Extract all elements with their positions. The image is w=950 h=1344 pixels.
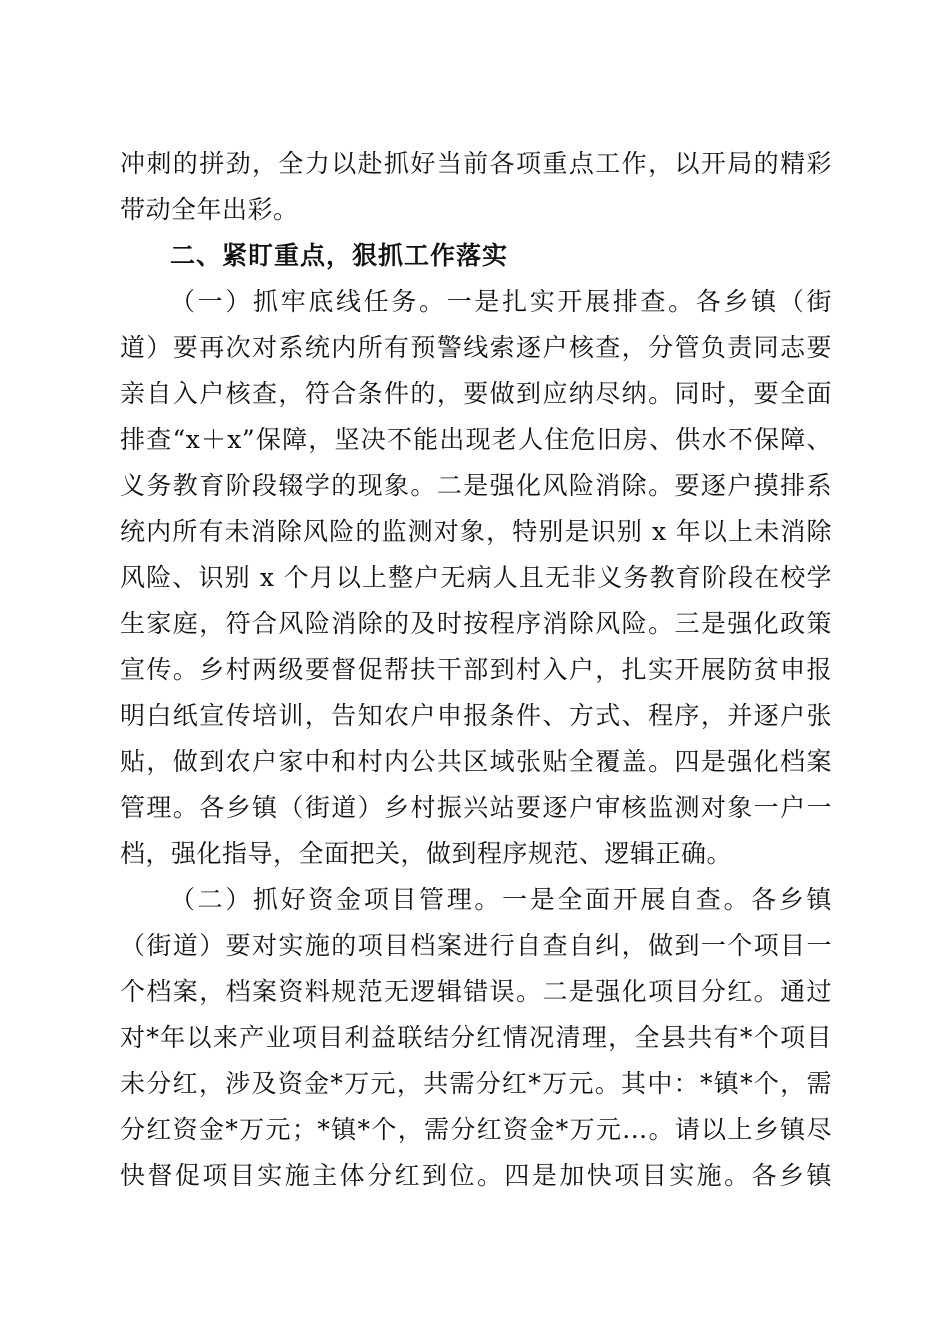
paragraph-line: 宣传。乡村两级要督促帮扶干部到村入户，扎实开展防贫申报 [120, 655, 832, 684]
paragraph-line: 对*年以来产业项目利益联结分红情况清理，全县共有*个项目 [120, 1023, 832, 1052]
paragraph-line: 义务教育阶段辍学的现象。二是强化风险消除。要逐户摸排系 [120, 471, 832, 500]
paragraph-line: 未分红，涉及资金*万元，共需分红*万元。其中：*镇*个，需 [120, 1069, 832, 1098]
paragraph-line: （街道）要对实施的项目档案进行自查自纠，做到一个项目一 [120, 931, 832, 960]
paragraph-line: 风险、识别 x 个月以上整户无病人且无非义务教育阶段在校学 [120, 563, 832, 592]
paragraph-line: （二）抓好资金项目管理。一是全面开展自查。各乡镇 [170, 885, 832, 914]
paragraph-line: 统内所有未消除风险的监测对象，特别是识别 x 年以上未消除 [120, 517, 832, 546]
paragraph-line: 亲自入户核查，符合条件的，要做到应纳尽纳。同时，要全面 [120, 379, 832, 408]
paragraph-line: 快督促项目实施主体分红到位。四是加快项目实施。各乡镇 [120, 1161, 832, 1190]
paragraph-line: 明白纸宣传培训，告知农户申报条件、方式、程序，并逐户张 [120, 701, 832, 730]
paragraph-line: 贴，做到农户家中和村内公共区域张贴全覆盖。四是强化档案 [120, 747, 832, 776]
paragraph-line: 管理。各乡镇（街道）乡村振兴站要逐户审核监测对象一户一 [120, 793, 832, 822]
paragraph-line: 个档案，档案资料规范无逻辑错误。二是强化项目分红。通过 [120, 977, 832, 1006]
paragraph-line: 带动全年出彩。 [120, 195, 299, 224]
paragraph-line: 生家庭，符合风险消除的及时按程序消除风险。三是强化政策 [120, 609, 832, 638]
section-heading: 二、紧盯重点，狠抓工作落实 [170, 241, 509, 270]
paragraph-line: 档，强化指导，全面把关，做到程序规范、逻辑正确。 [120, 839, 733, 868]
paragraph-line: 道）要再次对系统内所有预警线索逐户核查，分管负责同志要 [120, 333, 832, 362]
paragraph-line: （一）抓牢底线任务。一是扎实开展排查。各乡镇（街 [170, 287, 832, 316]
paragraph-line: 分红资金*万元；*镇*个，需分红资金*万元...。请以上乡镇尽 [120, 1115, 832, 1144]
paragraph-line: 排查“x＋x”保障，坚决不能出现老人住危旧房、供水不保障、 [120, 425, 832, 454]
paragraph-line: 冲刺的拼劲，全力以赴抓好当前各项重点工作，以开局的精彩 [120, 149, 832, 178]
